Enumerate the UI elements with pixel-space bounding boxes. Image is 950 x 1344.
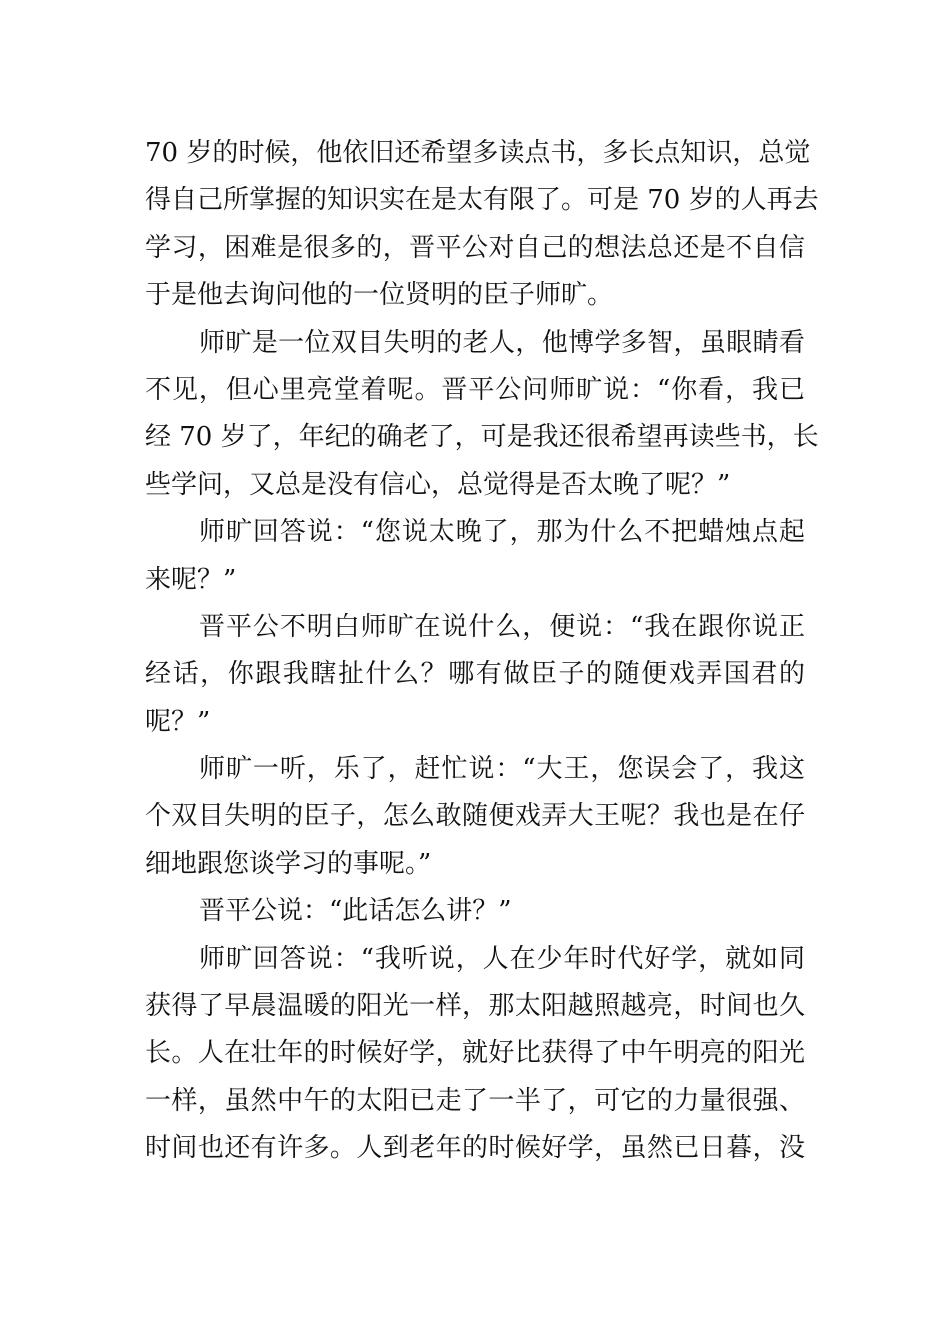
text-line: 师旷回答说：“您说太晚了，那为什么不把蜡烛点起: [199, 517, 805, 548]
text-line: 时间也还有许多。人到老年的时候好学，虽然已日暮，没: [145, 1133, 805, 1164]
text-line: 来呢？”: [145, 564, 237, 595]
text-line: 师旷一听，乐了，赶忙说：“大王，您误会了，我这: [199, 754, 805, 785]
text-line: 师旷是一位双目失明的老人，他博学多智，虽眼睛看: [199, 327, 805, 358]
text-line: 师旷回答说：“我听说，人在少年时代好学，就如同: [199, 943, 805, 974]
text-line: 学习，困难是很多的，晋平公对自己的想法总还是不自信: [145, 232, 805, 263]
text-line: 一样，虽然中午的太阳已走了一半了，可它的力量很强、: [145, 1085, 805, 1116]
text-line: 经话，你跟我瞎扯什么？哪有做臣子的随便戏弄国君的: [145, 659, 805, 690]
text-line: 长。人在壮年的时候好学，就好比获得了中午明亮的阳光: [145, 1038, 805, 1069]
text-line: 于是他去询问他的一位贤明的臣子师旷。: [145, 280, 614, 311]
text-line: 70 岁的时候，他依旧还希望多读点书，多长点知识，总觉: [145, 138, 811, 168]
text-line: 呢？”: [145, 706, 211, 737]
body-text: [145, 130, 819, 1173]
text-line: 得自己所掌握的知识实在是太有限了。可是 70 岁的人再去: [145, 185, 819, 216]
text-line: 经 70 岁了，年纪的确老了，可是我还很希望再读些书，长: [145, 422, 819, 453]
text-line: 个双目失明的臣子，怎么敢随便戏弄大王呢？我也是在仔: [145, 801, 805, 832]
text-line: 些学问，又总是没有信心，总觉得是否太晚了呢？”: [145, 469, 731, 500]
text-line: 晋平公不明白师旷在说什么，便说：“我在跟你说正: [199, 611, 805, 642]
text-line: 不见，但心里亮堂着呢。晋平公问师旷说：“你看，我已: [145, 374, 805, 405]
text-line: 获得了早晨温暖的阳光一样，那太阳越照越亮，时间也久: [145, 991, 805, 1022]
text-line: 晋平公说：“此话怎么讲？”: [199, 896, 512, 927]
text-line: 细地跟您谈学习的事呢。”: [145, 848, 432, 879]
